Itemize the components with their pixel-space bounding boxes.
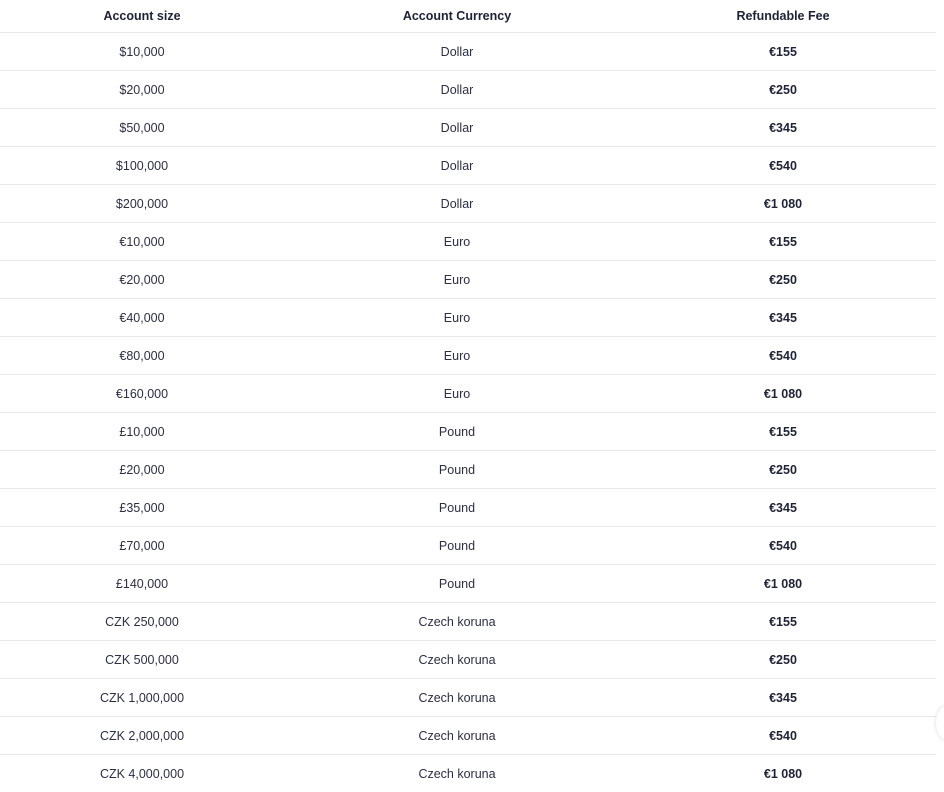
table-row xyxy=(0,223,936,261)
account-currency-cell: Dollar xyxy=(440,120,474,135)
account-size-cell: £20,000 xyxy=(119,462,165,477)
table-row xyxy=(0,413,936,451)
account-size-cell: £35,000 xyxy=(119,500,165,515)
table-row xyxy=(0,71,936,109)
account-size-cell: £10,000 xyxy=(119,424,165,439)
table-row xyxy=(0,147,936,185)
table-row xyxy=(0,603,936,641)
account-size-cell: $100,000 xyxy=(115,158,169,173)
account-currency-cell: Dollar xyxy=(440,82,474,97)
refundable-fee-cell: €345 xyxy=(769,310,797,325)
refundable-fee-cell: €1 080 xyxy=(763,576,803,591)
account-size-cell: €160,000 xyxy=(115,386,169,401)
header-refundable-fee: Refundable Fee xyxy=(736,9,830,23)
table-row xyxy=(0,527,936,565)
table-row xyxy=(0,33,936,71)
refundable-fee-cell: €155 xyxy=(769,44,797,59)
account-currency-cell: Dollar xyxy=(440,44,474,59)
account-size-cell: CZK 2,000,000 xyxy=(99,728,185,743)
account-size-cell: £140,000 xyxy=(115,576,169,591)
table-row xyxy=(0,337,936,375)
account-currency-cell: Czech koruna xyxy=(418,766,496,781)
table-row xyxy=(0,451,936,489)
table-row xyxy=(0,565,936,603)
chat-widget-button[interactable] xyxy=(936,706,944,740)
table-row xyxy=(0,489,936,527)
refundable-fee-cell: €1 080 xyxy=(763,386,803,401)
table-row xyxy=(0,717,936,755)
refundable-fee-cell: €345 xyxy=(769,500,797,515)
account-currency-cell: Pound xyxy=(438,462,476,477)
account-size-cell: $10,000 xyxy=(119,44,165,59)
table-header xyxy=(0,0,936,33)
account-currency-cell: Czech koruna xyxy=(418,652,496,667)
account-size-cell: CZK 250,000 xyxy=(105,614,179,629)
account-size-cell: €10,000 xyxy=(119,234,165,249)
account-currency-cell: Dollar xyxy=(440,158,474,173)
header-account-size: Account size xyxy=(103,9,181,23)
table-row xyxy=(0,109,936,147)
account-currency-cell: Euro xyxy=(443,386,471,401)
table-body xyxy=(0,33,936,792)
account-size-cell: $20,000 xyxy=(119,82,165,97)
account-size-cell: €20,000 xyxy=(119,272,165,287)
table-row xyxy=(0,641,936,679)
refundable-fee-cell: €345 xyxy=(769,690,797,705)
account-currency-cell: Czech koruna xyxy=(418,728,496,743)
refundable-fee-cell: €155 xyxy=(769,614,797,629)
refundable-fee-cell: €345 xyxy=(769,120,797,135)
account-currency-cell: Czech koruna xyxy=(418,614,496,629)
refundable-fee-cell: €540 xyxy=(769,538,797,553)
table-row xyxy=(0,755,936,792)
table-row xyxy=(0,375,936,413)
refundable-fee-cell: €250 xyxy=(769,652,797,667)
account-size-cell: £70,000 xyxy=(119,538,165,553)
account-currency-cell: Czech koruna xyxy=(418,690,496,705)
account-currency-cell: Pound xyxy=(438,576,476,591)
table-row xyxy=(0,261,936,299)
account-size-cell: €80,000 xyxy=(119,348,165,363)
account-currency-cell: Pound xyxy=(438,424,476,439)
refundable-fee-cell: €250 xyxy=(769,82,797,97)
table-row xyxy=(0,185,936,223)
refundable-fee-cell: €540 xyxy=(769,158,797,173)
refundable-fee-cell: €1 080 xyxy=(763,196,803,211)
refundable-fee-cell: €250 xyxy=(769,272,797,287)
header-account-currency: Account Currency xyxy=(402,9,512,23)
account-size-cell: $200,000 xyxy=(115,196,169,211)
table-row xyxy=(0,299,936,337)
refundable-fee-cell: €155 xyxy=(769,234,797,249)
account-currency-cell: Pound xyxy=(438,538,476,553)
refundable-fee-cell: €250 xyxy=(769,462,797,477)
account-size-cell: CZK 500,000 xyxy=(105,652,179,667)
refundable-fee-cell: €540 xyxy=(769,728,797,743)
account-size-cell: €40,000 xyxy=(119,310,165,325)
account-currency-cell: Euro xyxy=(443,234,471,249)
account-size-cell: CZK 1,000,000 xyxy=(99,690,185,705)
account-size-cell: CZK 4,000,000 xyxy=(99,766,185,781)
account-currency-cell: Euro xyxy=(443,348,471,363)
account-size-cell: $50,000 xyxy=(119,120,165,135)
account-currency-cell: Euro xyxy=(443,272,471,287)
refundable-fee-cell: €155 xyxy=(769,424,797,439)
account-currency-cell: Euro xyxy=(443,310,471,325)
account-currency-cell: Dollar xyxy=(440,196,474,211)
account-currency-cell: Pound xyxy=(438,500,476,515)
refundable-fee-cell: €540 xyxy=(769,348,797,363)
refundable-fee-cell: €1 080 xyxy=(763,766,803,781)
table-row xyxy=(0,679,936,717)
